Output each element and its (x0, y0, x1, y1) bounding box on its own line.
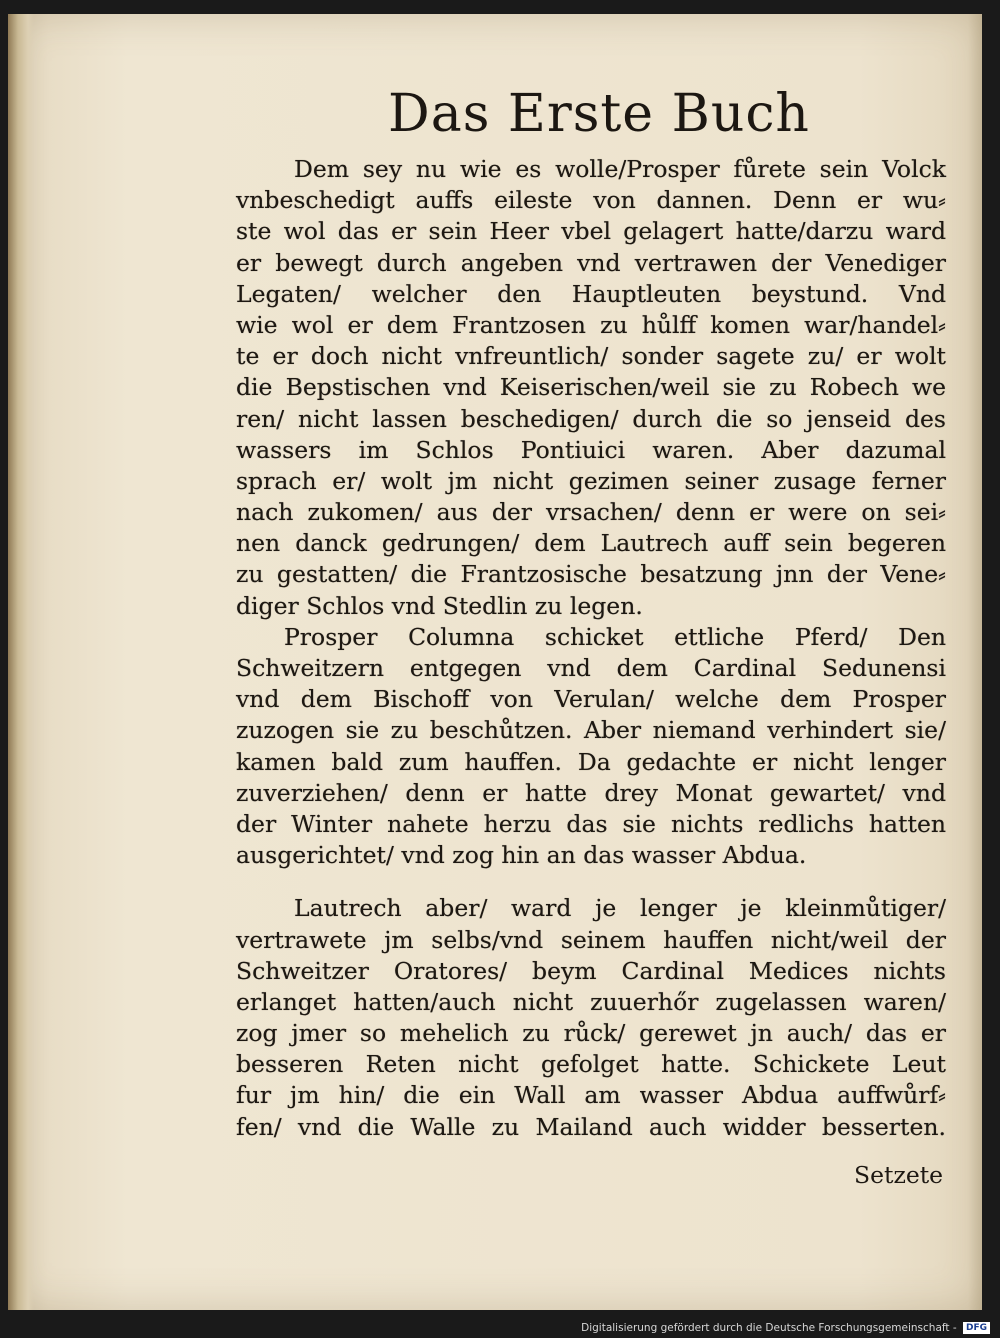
dfg-logo: DFG (963, 1322, 990, 1334)
text-line: Dem sey nu wie es wolle/Prosper fůrete sein Volck (294, 155, 946, 183)
text-line: die Bepstischen vnd Keiserischen/weil sie zu Robech we (236, 373, 946, 402)
text-line: vnd dem Bischoff von Verulan/ welche dem Prosper (236, 685, 946, 714)
text-line: vnbeschedigt auffs eileste von dannen. Denn er wu⸗ (236, 186, 946, 215)
text-line: erlanget hatten/auch nicht zuuerhőr zugelassen waren/ (236, 987, 946, 1016)
text-line: zu gestatten/ die Frantzosische besatzung jnn der Vene⸗ (236, 560, 946, 589)
text-line: Legaten/ welcher den Hauptleuten beystund. Vnd (236, 279, 946, 308)
text-line: vertrawete jm selbs/vnd seinem hauffen nicht/weil der (236, 925, 946, 954)
text-line: der Winter nahete herzu das sie nichts redlichs hatten (236, 809, 946, 838)
text-line: ausgerichtet/ vnd zog hin an das wasser Abdua. (236, 841, 807, 870)
text-line: zuzogen sie zu beschůtzen. Aber niemand verhindert sie/ (236, 716, 946, 745)
book-page (8, 14, 982, 1310)
digitization-credit (581, 1322, 990, 1334)
text-line: wie wol er dem Frantzosen zu hůlff komen war/handel⸗ (236, 310, 946, 339)
running-head: Das Erste Buch (388, 84, 810, 144)
text-line: Prosper Columna schicket ettliche Pferd/ Den (284, 622, 946, 651)
catchword: Setzete (854, 1161, 944, 1189)
text-line: besseren Reten nicht gefolget hatte. Schickete Leut (236, 1050, 946, 1079)
text-line: te er doch nicht vnfreuntlich/ sonder sagete zu/ er wolt (236, 342, 946, 371)
body-text (236, 154, 946, 1143)
text-line: ste wol das er sein Heer vbel gelagert hatte/darzu ward (236, 217, 946, 246)
text-line: kamen bald zum hauffen. Da gedachte er nicht lenger (236, 747, 946, 776)
text-line: diger Schlos vnd Stedlin zu legen. (236, 591, 643, 620)
text-line: wassers im Schlos Pontiuici waren. Aber dazumal (236, 435, 946, 464)
text-line: fen/ vnd die Walle zu Mailand auch widder besserten. (236, 1112, 946, 1141)
text-line: Schweitzer Oratores/ beym Cardinal Medices nichts (236, 956, 946, 985)
text-line: Lautrech aber/ ward je lenger je kleinmůtiger/ (294, 894, 946, 923)
text-line: ren/ nicht lassen beschedigen/ durch die so jenseid des (236, 404, 946, 433)
paragraph-gap (236, 871, 946, 893)
text-line: nach zukomen/ aus der vrsachen/ denn er were on sei⸗ (236, 498, 946, 527)
text-line: er bewegt durch angeben vnd vertrawen der Venediger (236, 248, 946, 277)
text-line: sprach er/ wolt jm nicht gezimen seiner zusage ferner (236, 466, 946, 495)
text-line: zog jmer so mehelich zu růck/ gerewet jn auch/ das er (236, 1019, 946, 1048)
page-binding-edge (8, 14, 34, 1310)
credit-text: Digitalisierung gefördert durch die Deutsche Forschungsgemeinschaft - (581, 1322, 957, 1334)
text-line: nen danck gedrungen/ dem Lautrech auff sein begeren (236, 529, 946, 558)
text-line: zuverziehen/ denn er hatte drey Monat gewartet/ vnd (236, 778, 946, 807)
text-line: Schweitzern entgegen vnd dem Cardinal Sedunensi (236, 654, 946, 682)
text-line: fur jm hin/ die ein Wall am wasser Abdua auffwůrf⸗ (236, 1081, 946, 1110)
